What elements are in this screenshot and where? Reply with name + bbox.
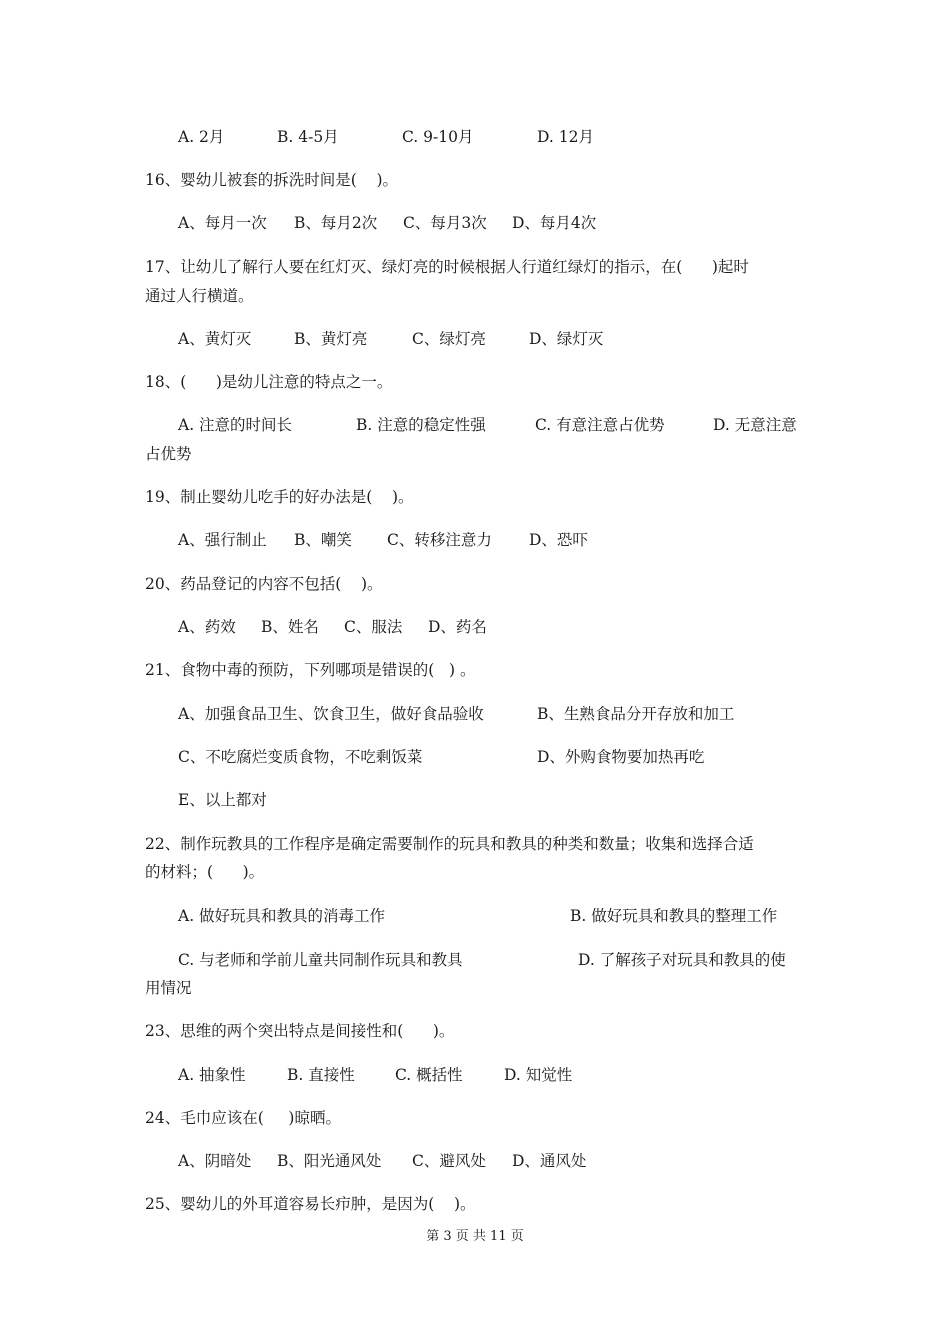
q21-option-c: C、不吃腐烂变质食物，不吃剩饭菜 <box>178 748 423 766</box>
q17-stem-line1: 17、让幼儿了解行人要在红灯灭、绿灯亮的时候根据人行道红绿灯的指示，在( )起时 <box>145 258 749 276</box>
q20-option-b: B、姓名 <box>261 618 319 636</box>
q16-option-c: C、每月3次 <box>403 214 487 232</box>
q20-option-d: D、药名 <box>428 618 487 636</box>
q22-option-c: C. 与老师和学前儿童共同制作玩具和教具 <box>178 951 463 969</box>
q22-stem-line1: 22、制作玩教具的工作程序是确定需要制作的玩具和教具的种类和数量；收集和选择合适 <box>145 835 754 853</box>
q18-option-b: B. 注意的稳定性强 <box>356 416 486 434</box>
q23-option-b: B. 直接性 <box>287 1066 355 1084</box>
q18-option-d-wrap: 占优势 <box>145 445 192 463</box>
q24-option-a: A、阴暗处 <box>178 1152 252 1170</box>
page-number-footer: 第 3 页 共 11 页 <box>426 1229 524 1244</box>
q17-option-d: D、绿灯灭 <box>529 330 604 348</box>
q23-option-d: D. 知觉性 <box>504 1066 573 1084</box>
q21-option-e: E、以上都对 <box>178 791 267 809</box>
q18-option-c: C. 有意注意占优势 <box>535 416 665 434</box>
q15-option-b: B. 4-5月 <box>277 128 339 146</box>
q21-option-b: B、生熟食品分开存放和加工 <box>537 705 735 723</box>
q16-option-d: D、每月4次 <box>512 214 597 232</box>
q21-option-a: A、加强食品卫生、饮食卫生，做好食品验收 <box>178 705 484 723</box>
q17-stem-line2: 通过人行横道。 <box>145 287 254 305</box>
q23-option-a: A. 抽象性 <box>178 1066 246 1084</box>
q15-option-a: A. 2月 <box>178 128 225 146</box>
q15-option-c: C. 9-10月 <box>402 128 474 146</box>
q25-stem: 25、婴幼儿的外耳道容易长疖肿，是因为( )。 <box>145 1195 476 1213</box>
q24-option-b: B、阳光通风处 <box>277 1152 382 1170</box>
q19-option-c: C、转移注意力 <box>387 531 492 549</box>
q20-option-a: A、药效 <box>178 618 236 636</box>
q15-option-d: D. 12月 <box>537 128 594 146</box>
q19-option-a: A、强行制止 <box>178 531 267 549</box>
q17-option-b: B、黄灯亮 <box>294 330 368 348</box>
q17-option-c: C、绿灯亮 <box>412 330 486 348</box>
q22-option-d: D. 了解孩子对玩具和教具的使 <box>578 951 786 969</box>
q16-option-b: B、每月2次 <box>294 214 378 232</box>
q22-option-a: A. 做好玩具和教具的消毒工作 <box>178 907 386 925</box>
q19-option-b: B、嘲笑 <box>294 531 352 549</box>
q22-option-d-wrap: 用情况 <box>145 979 192 997</box>
q20-stem: 20、药品登记的内容不包括( )。 <box>145 575 383 593</box>
q21-stem: 21、食物中毒的预防，下列哪项是错误的( ) 。 <box>145 661 476 679</box>
q19-stem: 19、制止婴幼儿吃手的好办法是( )。 <box>145 488 414 506</box>
q19-option-d: D、恐吓 <box>529 531 588 549</box>
q17-option-a: A、黄灯灭 <box>178 330 252 348</box>
q22-option-b: B. 做好玩具和教具的整理工作 <box>570 907 778 925</box>
q24-option-d: D、通风处 <box>512 1152 587 1170</box>
q23-option-c: C. 概括性 <box>395 1066 463 1084</box>
q18-option-a: A. 注意的时间长 <box>178 416 293 434</box>
q18-option-d: D. 无意注意 <box>713 416 797 434</box>
q21-option-d: D、外购食物要加热再吃 <box>537 748 705 766</box>
q23-stem: 23、思维的两个突出特点是间接性和( )。 <box>145 1022 455 1040</box>
q24-stem: 24、毛巾应该在( )晾晒。 <box>145 1109 341 1127</box>
q16-stem: 16、婴幼儿被套的拆洗时间是( )。 <box>145 171 399 189</box>
q18-stem: 18、( )是幼儿注意的特点之一。 <box>145 373 393 391</box>
q22-stem-line2: 的材料；( )。 <box>145 863 265 881</box>
q16-option-a: A、每月一次 <box>178 214 267 232</box>
q24-option-c: C、避风处 <box>412 1152 486 1170</box>
q20-option-c: C、服法 <box>344 618 403 636</box>
